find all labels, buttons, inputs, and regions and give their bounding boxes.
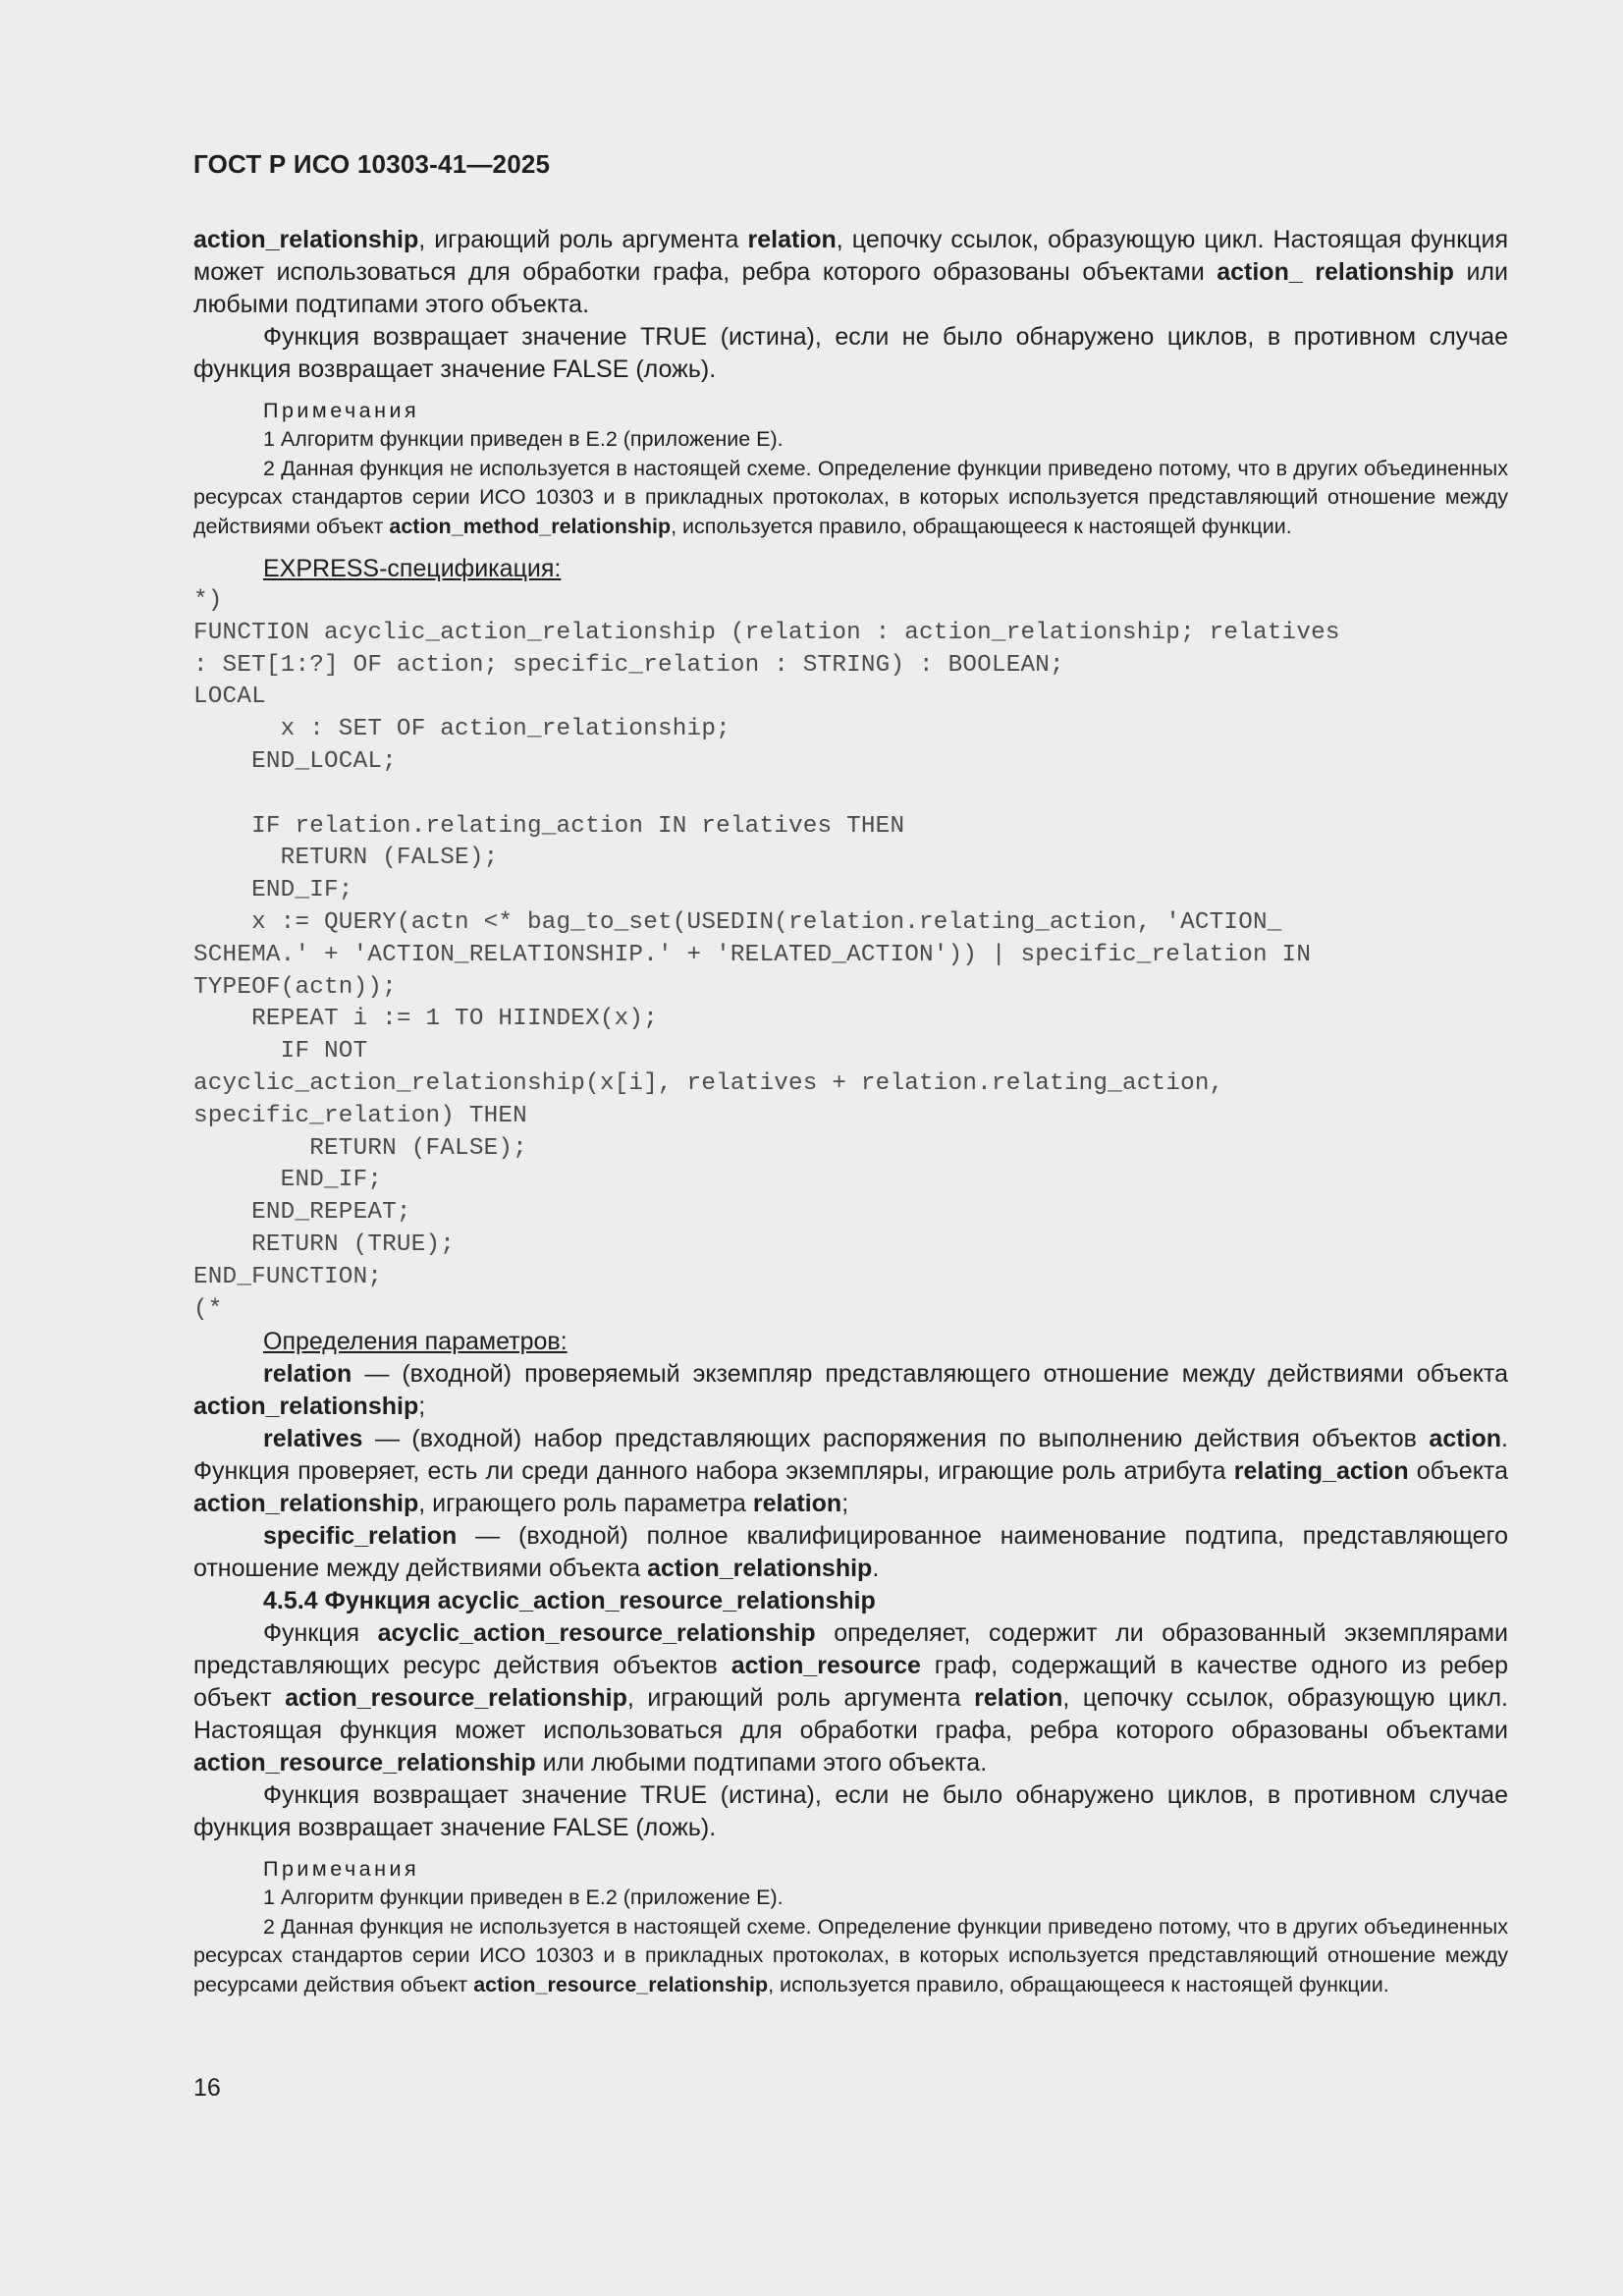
document-header: ГОСТ Р ИСО 10303-41—2025 <box>193 149 551 179</box>
notes-title: Примечания <box>263 1857 420 1882</box>
return-paragraph: Функция возвращает значение TRUE (истина), если не было обнаружено циклов, в противном случае функция возвращает значение FALSE (ложь). <box>193 323 1508 383</box>
express-spec-title: EXPRESS-спецификация: <box>263 555 562 582</box>
text-run: . Функция проверяет, есть ли среди данного набора экземпляры, играющие роль атрибута <box>193 1425 1508 1486</box>
page-number: 16 <box>193 2074 221 2102</box>
text-run: ; <box>418 1393 426 1421</box>
notes-title: Примечания <box>263 399 420 422</box>
term: action_relationship <box>647 1555 873 1583</box>
text-run: определяет, содержит ли образованный экземплярами представляющих ресурс действия объектов <box>193 1619 1508 1680</box>
text-run: , играющего роль параметра <box>418 1490 753 1518</box>
params-title: Определения параметров: <box>263 1328 568 1356</box>
term: action <box>1429 1425 1502 1453</box>
term: action_resource_relationship <box>473 1972 769 1996</box>
term: action_resource <box>730 1652 921 1680</box>
express-code-block: *) FUNCTION acyclic_action_relationship (relation : action_relationship; relatives : SET[1:?] OF action; specific_relation : STRING) : BOOLEAN; LOCAL x : SET OF action_relationship; END_LOCAL; IF relation.relating_action IN relatives THEN RETURN (FALSE); END_IF; x := QUERY(actn <* bag_to_set(USEDIN(relation.relating_action, 'ACTION_ SCHEMA.' + 'ACTION_RELATIONSHIP.' + 'RELATED_ACTION')) | specific_relation IN TYPEOF(actn)); REPEAT i := 1 TO HIINDEX(x); IF NOT acyclic_action_relationship(x[i], relatives + relation.relating_action, specific_relation) THEN RETURN (FALSE); END_IF; END_REPEAT; RETURN (TRUE); END_FUNCTION; (* <box>193 587 1340 1323</box>
text-run: 2 Данная функция не используется в настоящей схеме. Определение функции приведено потому, что в других объединенных ресурсах стандартов серии ИСО 10303 и в прикладных протоколах, в которых используется представляющий отношение между ресурсами действия объект <box>193 1914 1508 1996</box>
text-run: — (входной) набор представляющих распоряжения по выполнению действия объектов <box>362 1425 1430 1453</box>
param-specific-relation <box>193 1520 1508 1585</box>
text-run: , играющий роль аргумента <box>418 226 748 253</box>
text-run: объекта <box>1408 1457 1508 1486</box>
term: relation <box>263 1360 352 1389</box>
text-run: граф, содержащий в качестве одного из ребер объект <box>193 1652 1508 1713</box>
term: action_resource_relationship <box>285 1684 627 1713</box>
term: relation <box>752 1490 842 1518</box>
term: action_relationship <box>193 226 419 253</box>
text-run: , цепочку ссылок, образующую цикл. Настоящая функция может использоваться для обработки графа, ребра которого образованы объектами <box>193 1684 1508 1745</box>
text-run: , играющий роль аргумента <box>626 1684 975 1713</box>
text-run: 2 Данная функция не используется в настоящей схеме. Определение функции приведено потому, что в других объединенных ресурсах стандартов серии ИСО 10303 и в прикладных протоколах, в которых используется представляющий отношение между действиями объект <box>193 456 1508 538</box>
section-return-paragraph: Функция возвращает значение TRUE (истина), если не было обнаружено циклов, в противном случае функция возвращает значение FALSE (ложь). <box>193 1781 1508 1842</box>
notes-block <box>193 396 1508 541</box>
term: relating_action <box>1233 1457 1409 1486</box>
text-run: или любыми подтипами этого объекта. <box>535 1749 988 1777</box>
text-run: , цепочку ссылок, образующую цикл. Настоящая функция может использоваться для обработки графа, ребра которого образованы объектами <box>193 226 1508 286</box>
note-2 <box>193 455 1508 542</box>
section-heading: 4.5.4 Функция acyclic_action_resource_relationship <box>263 1587 876 1615</box>
text-run: или любыми подтипами этого объекта. <box>193 258 1508 318</box>
param-relation <box>193 1358 1508 1423</box>
section-paragraph <box>193 1617 1508 1779</box>
notes-block-2 <box>193 1854 1508 1999</box>
param-relatives <box>193 1423 1508 1520</box>
intro-paragraph <box>193 224 1508 321</box>
term: action_ relationship <box>1217 258 1454 286</box>
text-run: , используется правило, обращающееся к настоящей функции. <box>671 514 1292 538</box>
term: relation <box>747 226 837 253</box>
text-run: , используется правило, обращающееся к настоящей функции. <box>768 1972 1389 1996</box>
term: action_resource_relationship <box>193 1749 536 1777</box>
text-run: — (входной) проверяемый экземпляр представляющего отношение между действиями объекта <box>352 1360 1508 1389</box>
term: action_relationship <box>193 1490 419 1518</box>
term: action_method_relationship <box>389 514 672 538</box>
term: specific_relation <box>263 1522 458 1551</box>
term: relation <box>974 1684 1063 1713</box>
text-run: Функция <box>263 1619 378 1648</box>
text-run: — (входной) полное квалифицированное наименование подтипа, представляющего отношение между действиями объекта <box>193 1522 1508 1583</box>
note-1: 1 Алгоритм функции приведен в Е.2 (приложение Е). <box>263 427 784 451</box>
term: acyclic_action_resource_relationship <box>377 1619 816 1648</box>
text-run: . <box>872 1555 880 1583</box>
text-run: ; <box>841 1490 849 1518</box>
term: relatives <box>263 1425 363 1453</box>
page-content <box>193 224 1508 2009</box>
term: action_relationship <box>193 1393 419 1421</box>
note-1: 1 Алгоритм функции приведен в Е.2 (приложение Е). <box>263 1886 784 1910</box>
note-2 <box>193 1913 1508 2000</box>
